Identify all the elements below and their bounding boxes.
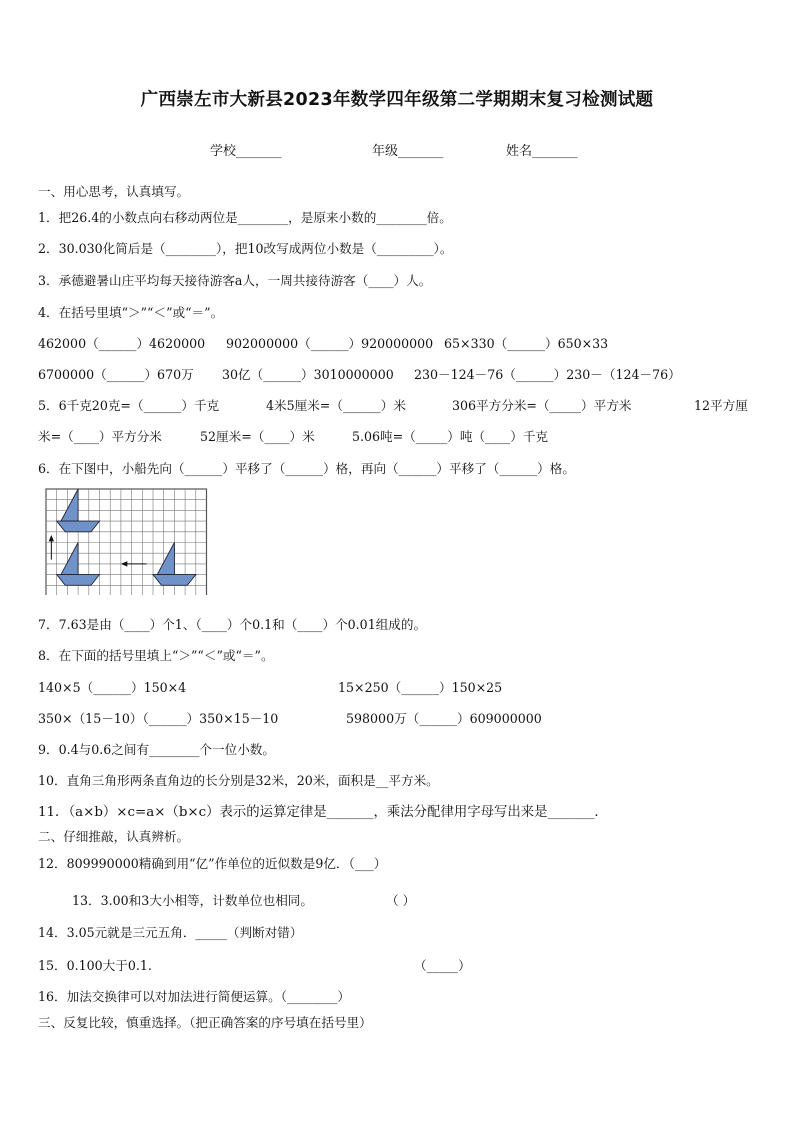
question-3: 3．承德避暑山庄平均每天接待游客a人，一周共接待游客（____）人。 xyxy=(38,273,432,288)
question-4: 4．在括号里填“＞”“＜”或“＝”。 xyxy=(38,305,224,320)
grade-field[interactable]: 年级_______ xyxy=(372,144,444,159)
section-3-heading: 三、反复比较，慎重选择。（把正确答案的序号填在括号里） xyxy=(38,1015,372,1030)
question-14: 14．3.05元就是三元五角．_____（判断对错） xyxy=(38,925,303,940)
question-6: 6．在下图中，小船先向（______）平移了（______）格，再向（______）平移了（______）格。 xyxy=(38,461,575,476)
question-1: 1．把26.4的小数点向右移动两位是________，是原来小数的________倍。 xyxy=(38,210,452,225)
question-9: 9．0.4与0.6之间有________个一位小数。 xyxy=(38,742,275,757)
grid-diagram xyxy=(44,487,210,595)
question-12: 12．809990000精确到用“亿”作单位的近似数是9亿．（___） xyxy=(38,856,387,871)
question-2: 2．30.030化简后是（________），把10改写成两位小数是（_________）。 xyxy=(38,241,453,256)
question-11: 11．（a×b）×c=a×（b×c）表示的运算定律是_______，乘法分配律用字母写出来是_______． xyxy=(38,805,608,820)
question-16: 16．加法交换律可以对加法进行简便运算。（________） xyxy=(38,989,350,1004)
page-title: 广西崇左市大新县2023年数学四年级第二学期期末复习检测试题 xyxy=(140,90,654,110)
section-1-heading: 一、用心思考，认真填写。 xyxy=(38,184,190,199)
name-field[interactable]: 姓名_______ xyxy=(506,144,578,159)
question-10: 10．直角三角形两条直角边的长分别是32米，20米，面积是__平方米。 xyxy=(38,773,439,788)
section-2-heading: 二、仔细推敲，认真辨析。 xyxy=(38,829,190,844)
question-7: 7．7.63是由（____）个1、（____）个0.1和（____）个0.01组成的。 xyxy=(38,617,427,632)
question-8: 8．在下面的括号里填上“＞”“＜”或“＝”。 xyxy=(38,648,274,663)
boat-grid-figure xyxy=(44,487,210,595)
school-field[interactable]: 学校_______ xyxy=(210,144,282,159)
